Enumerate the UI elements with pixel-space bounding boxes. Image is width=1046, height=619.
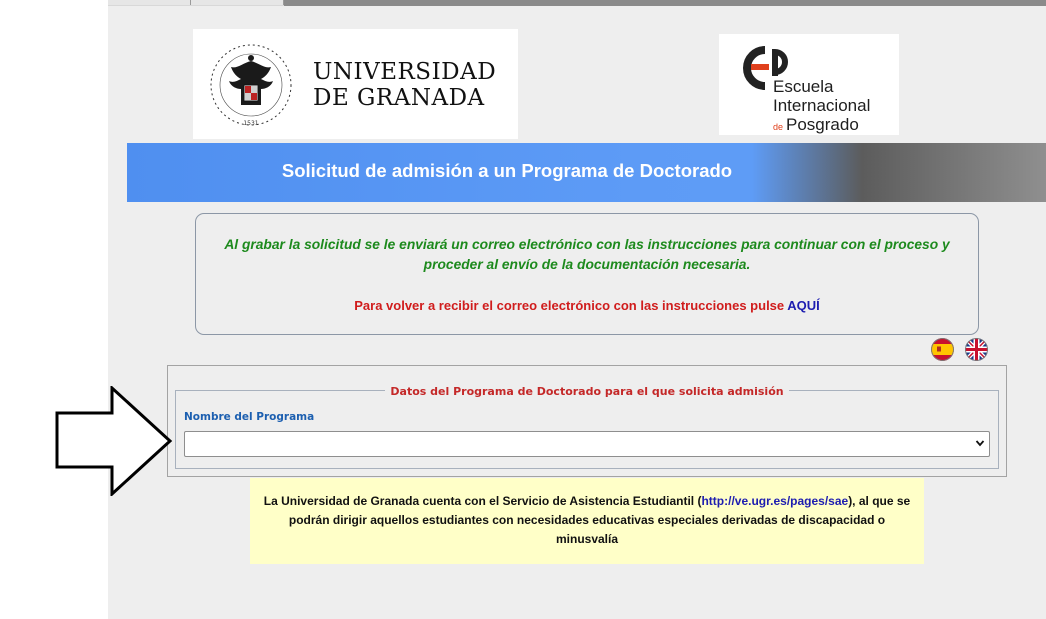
program-fieldset bbox=[175, 385, 999, 469]
ugr-name-line1: UNIVERSIDAD bbox=[313, 59, 497, 85]
notice-text-after: ), al que se podrán dirigir aquellos estudiantes con necesidades educativas especiales derivadas de discapacidad o minusvalía bbox=[288, 494, 911, 546]
page-title-banner bbox=[127, 143, 1046, 202]
page-title: Solicitud de admisión a un Programa de Doctorado bbox=[281, 160, 733, 181]
eip-name bbox=[773, 77, 870, 137]
student-assistance-text bbox=[260, 492, 914, 549]
eip-name-line3 bbox=[773, 115, 870, 137]
resend-email-text: Para volver a recibir el correo electrónico con las instrucciones pulse bbox=[354, 298, 788, 313]
resend-email-message bbox=[196, 298, 978, 313]
program-fieldset-legend bbox=[176, 382, 998, 400]
eip-name-posgrado: Posgrado bbox=[786, 115, 859, 134]
pointer-arrow-icon bbox=[55, 386, 177, 496]
top-tab[interactable] bbox=[108, 0, 191, 5]
notice-text-before: La Universidad de Granada cuenta con el Servicio de Asistencia Estudiantil ( bbox=[263, 494, 702, 508]
ugr-logo bbox=[193, 29, 518, 139]
eip-name-prefix: de bbox=[773, 122, 784, 132]
svg-text:1531: 1531 bbox=[243, 120, 259, 127]
instructions-message: Al grabar la solicitud se le enviará un correo electrónico con las instrucciones para continuar con el proceso y proceder al envío de la documentación necesaria. bbox=[224, 237, 950, 272]
student-assistance-notice bbox=[250, 478, 924, 564]
page-background bbox=[108, 0, 1046, 619]
top-tab-strip bbox=[108, 0, 1046, 6]
top-tab[interactable] bbox=[191, 0, 284, 5]
uk-flag-icon[interactable] bbox=[965, 338, 988, 361]
ugr-name-line2: DE GRANADA bbox=[313, 85, 485, 111]
eip-name-line2: Internacional bbox=[773, 96, 871, 115]
eip-logo bbox=[719, 34, 899, 135]
program-name-select[interactable] bbox=[184, 431, 990, 457]
ugr-name bbox=[313, 59, 496, 111]
program-name-label: Nombre del Programa bbox=[184, 411, 315, 423]
chevron-down-icon bbox=[975, 438, 985, 448]
program-fieldset-legend-text: Datos del Programa de Doctorado para el que solicita admisión bbox=[385, 385, 788, 398]
spanish-flag-icon[interactable] bbox=[931, 338, 954, 361]
sae-link[interactable]: http://ve.ugr.es/pages/sae bbox=[701, 494, 849, 508]
ugr-seal-icon bbox=[207, 41, 295, 129]
program-form bbox=[167, 365, 1007, 477]
resend-email-link[interactable]: AQUÍ bbox=[787, 298, 820, 313]
eip-name-line1: Escuela bbox=[773, 77, 834, 96]
info-box bbox=[195, 213, 979, 335]
